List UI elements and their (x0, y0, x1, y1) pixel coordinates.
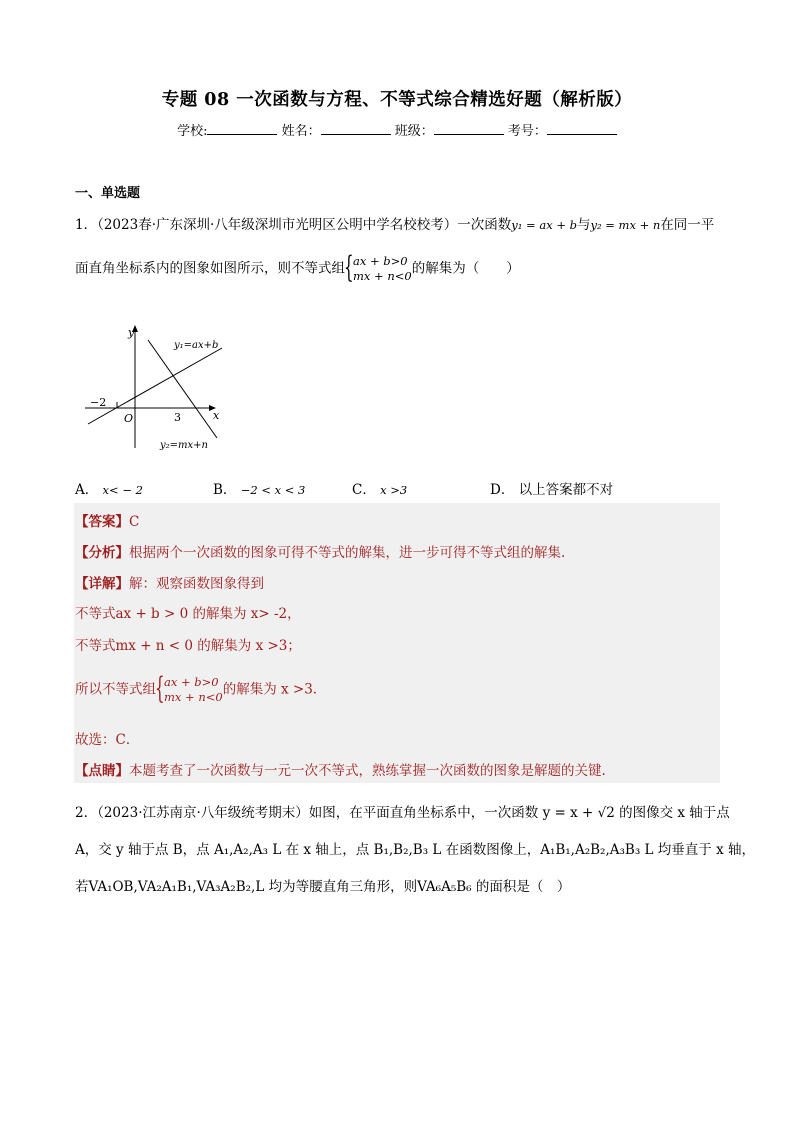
label-y1: y₁=ax+b (174, 340, 219, 351)
label-3: 3 (174, 411, 181, 424)
page-title: 专题 08 一次函数与方程、不等式综合精选好题（解析版） (161, 90, 633, 110)
q1-line1 (75, 213, 714, 233)
label-y: y (128, 326, 135, 339)
option-d[interactable]: D． 以上答案都不对 (490, 482, 614, 498)
q1-options (75, 478, 775, 498)
line-y1 (88, 348, 222, 424)
name-blank[interactable] (321, 122, 391, 135)
q1-system-row2: mx + n<0 (353, 269, 412, 283)
number-blank[interactable] (547, 122, 617, 135)
label-x: x (213, 409, 220, 422)
label-y2: y₂=mx+n (160, 440, 208, 451)
q1-suffix: 在同一平 (660, 217, 715, 233)
section-heading: 一、单选题 (75, 186, 141, 201)
q2-line2: A，交 y 轴于点 B，点 A₁,A₂,A₃ L 在 x 轴上，点 B₁,B₂,B₃ L 在函数图像上，A₁B₁,A₂B₂,A₃B₃ L 均垂直于 x 轴， (75, 842, 755, 858)
q1-graph (80, 318, 240, 458)
q1-system-row1: ax + b>0 (353, 254, 408, 268)
q2-line3: 若VA₁OB,VA₂A₁B₁,VA₃A₂B₂,L 均为等腰直角三角形，则VA₆A₅B₆ 的面积是（ ） (75, 879, 571, 895)
detail-line: 【详解】解：观察函数图象得到 (75, 576, 264, 592)
q1-line2 (75, 254, 520, 284)
label-neg2: −2 (90, 396, 107, 409)
option-a[interactable]: A． x< − 2 (75, 482, 143, 498)
number-label: 考号： (507, 124, 547, 139)
q1-function-1: y₁ = ax + b (511, 218, 577, 232)
name-label: 姓名： (281, 124, 321, 139)
answer-value: C (129, 514, 140, 530)
q2-line1: 2．（2023·江苏南京·八年级统考期末）如图，在平面直角坐标系中，一次函数 y = x + √2 的图像交 x 轴于点 (75, 805, 730, 821)
option-b[interactable]: B． −2 < x < 3 (213, 482, 306, 498)
detail-step-1: 不等式ax + b > 0 的解集为 x> -2， (75, 606, 301, 622)
detail-step-2: 不等式mx + n < 0 的解集为 x >3； (75, 638, 301, 654)
q1-system (345, 254, 412, 284)
line-y2 (148, 340, 217, 438)
answer-line: 【答案】C (75, 514, 140, 530)
q1-function-2: y₂ = mx + n (590, 218, 661, 232)
school-blank[interactable] (207, 122, 277, 135)
q1-mid: 与 (577, 217, 591, 233)
class-blank[interactable] (434, 122, 504, 135)
school-label: 学校: (177, 124, 208, 139)
q1-prefix: 1．（2023春·广东深圳·八年级深圳市光明区公明中学名校校考）一次函数 (75, 217, 512, 233)
class-label: 班级： (394, 124, 434, 139)
choice-line: 故选：C． (75, 732, 140, 748)
info-line (0, 120, 794, 139)
label-origin: O (124, 412, 134, 425)
analysis-line: 【分析】根据两个一次函数的图象可得不等式的解集，进一步可得不等式组的解集. (75, 545, 566, 561)
q1-line2-post: 的解集为（ ） (411, 260, 520, 277)
remark-line: 【点睛】本题考查了一次函数与一元一次不等式，熟练掌握一次函数的图象是解题的关键. (75, 763, 606, 779)
detail-system: { ax + b>0 mx + n<0 (156, 675, 223, 705)
detail-step-3: 所以不等式组{ ax + b>0 mx + n<0的解集为 x >3． (75, 675, 326, 705)
option-c[interactable]: C． x >3 (352, 482, 408, 498)
q1-line2-pre: 面直角坐标系内的图象如图所示，则不等式组 (75, 260, 345, 277)
